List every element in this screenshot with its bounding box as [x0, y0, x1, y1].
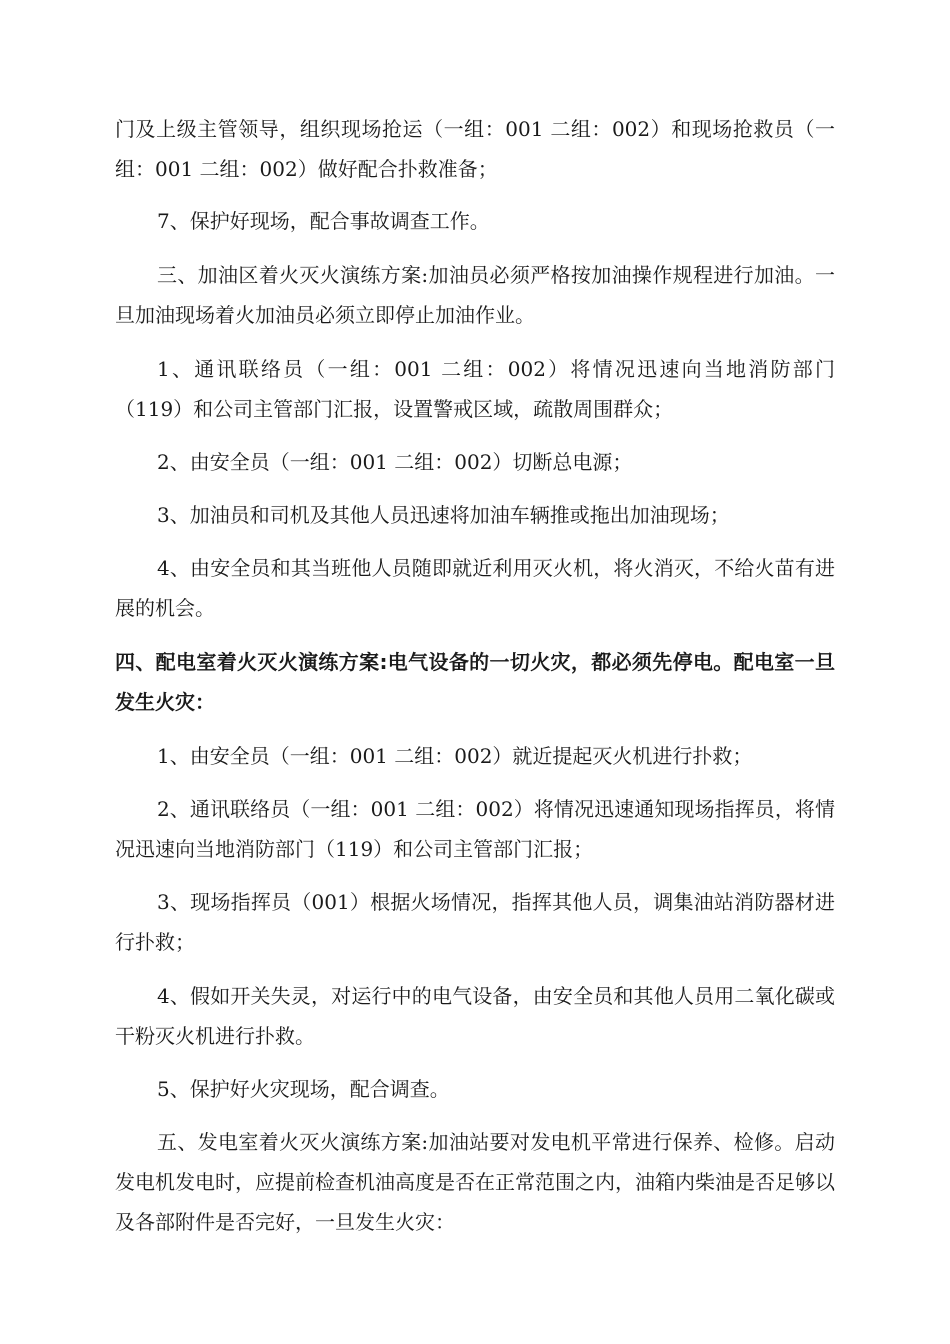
paragraph-item-1b: 1、由安全员（一组：001 二组：002）就近提起灭火机进行扑救； [157, 744, 753, 768]
section-heading-5: 五、发电室着火灭火演练方案:加油站要对发电机平常进行保养、检修。启动发电机发电时，应提前检查机油高度是否在正常范围之内，油箱内柴油是否足够以及各部附件是否完好，一旦发生火灾： [115, 1130, 835, 1234]
section-heading-4: 四、配电室着火灭火演练方案:电气设备的一切火灾，都必须先停电。配电室一旦发生火灾： [115, 650, 835, 714]
paragraph-item-7: 7、保护好现场，配合事故调查工作。 [157, 209, 490, 233]
paragraph-item-1: 1、通讯联络员（一组：001 二组：002）将情况迅速向当地消防部门（119）和公司主管部门汇报，设置警戒区域，疏散周围群众； [115, 357, 835, 421]
paragraph-item-3b: 3、现场指挥员（001）根据火场情况，指挥其他人员，调集油站消防器材进行扑救； [115, 890, 835, 954]
paragraph-continuation: 门及上级主管领导，组织现场抢运（一组：001 二组：002）和现场抢救员（一组：001 二组：002）做好配合扑救准备； [115, 117, 835, 181]
paragraph-item-2b: 2、通讯联络员（一组：001 二组：002）将情况迅速通知现场指挥员，将情况迅速向当地消防部门（119）和公司主管部门汇报； [115, 797, 835, 861]
paragraph-item-5b: 5、保护好火灾现场，配合调查。 [157, 1077, 450, 1101]
paragraph-item-4: 4、由安全员和其当班他人员随即就近利用灭火机，将火消灭，不给火苗有进展的机会。 [115, 556, 835, 620]
paragraph-item-4b: 4、假如开关失灵，对运行中的电气设备，由安全员和其他人员用二氧化碳或干粉灭火机进行扑救。 [115, 984, 835, 1048]
paragraph-item-2: 2、由安全员（一组：001 二组：002）切断总电源； [157, 450, 633, 474]
paragraph-item-3: 3、加油员和司机及其他人员迅速将加油车辆推或拖出加油现场； [157, 503, 730, 527]
section-heading-3: 三、加油区着火灭火演练方案:加油员必须严格按加油操作规程进行加油。一旦加油现场着火加油员必须立即停止加油作业。 [115, 263, 835, 327]
